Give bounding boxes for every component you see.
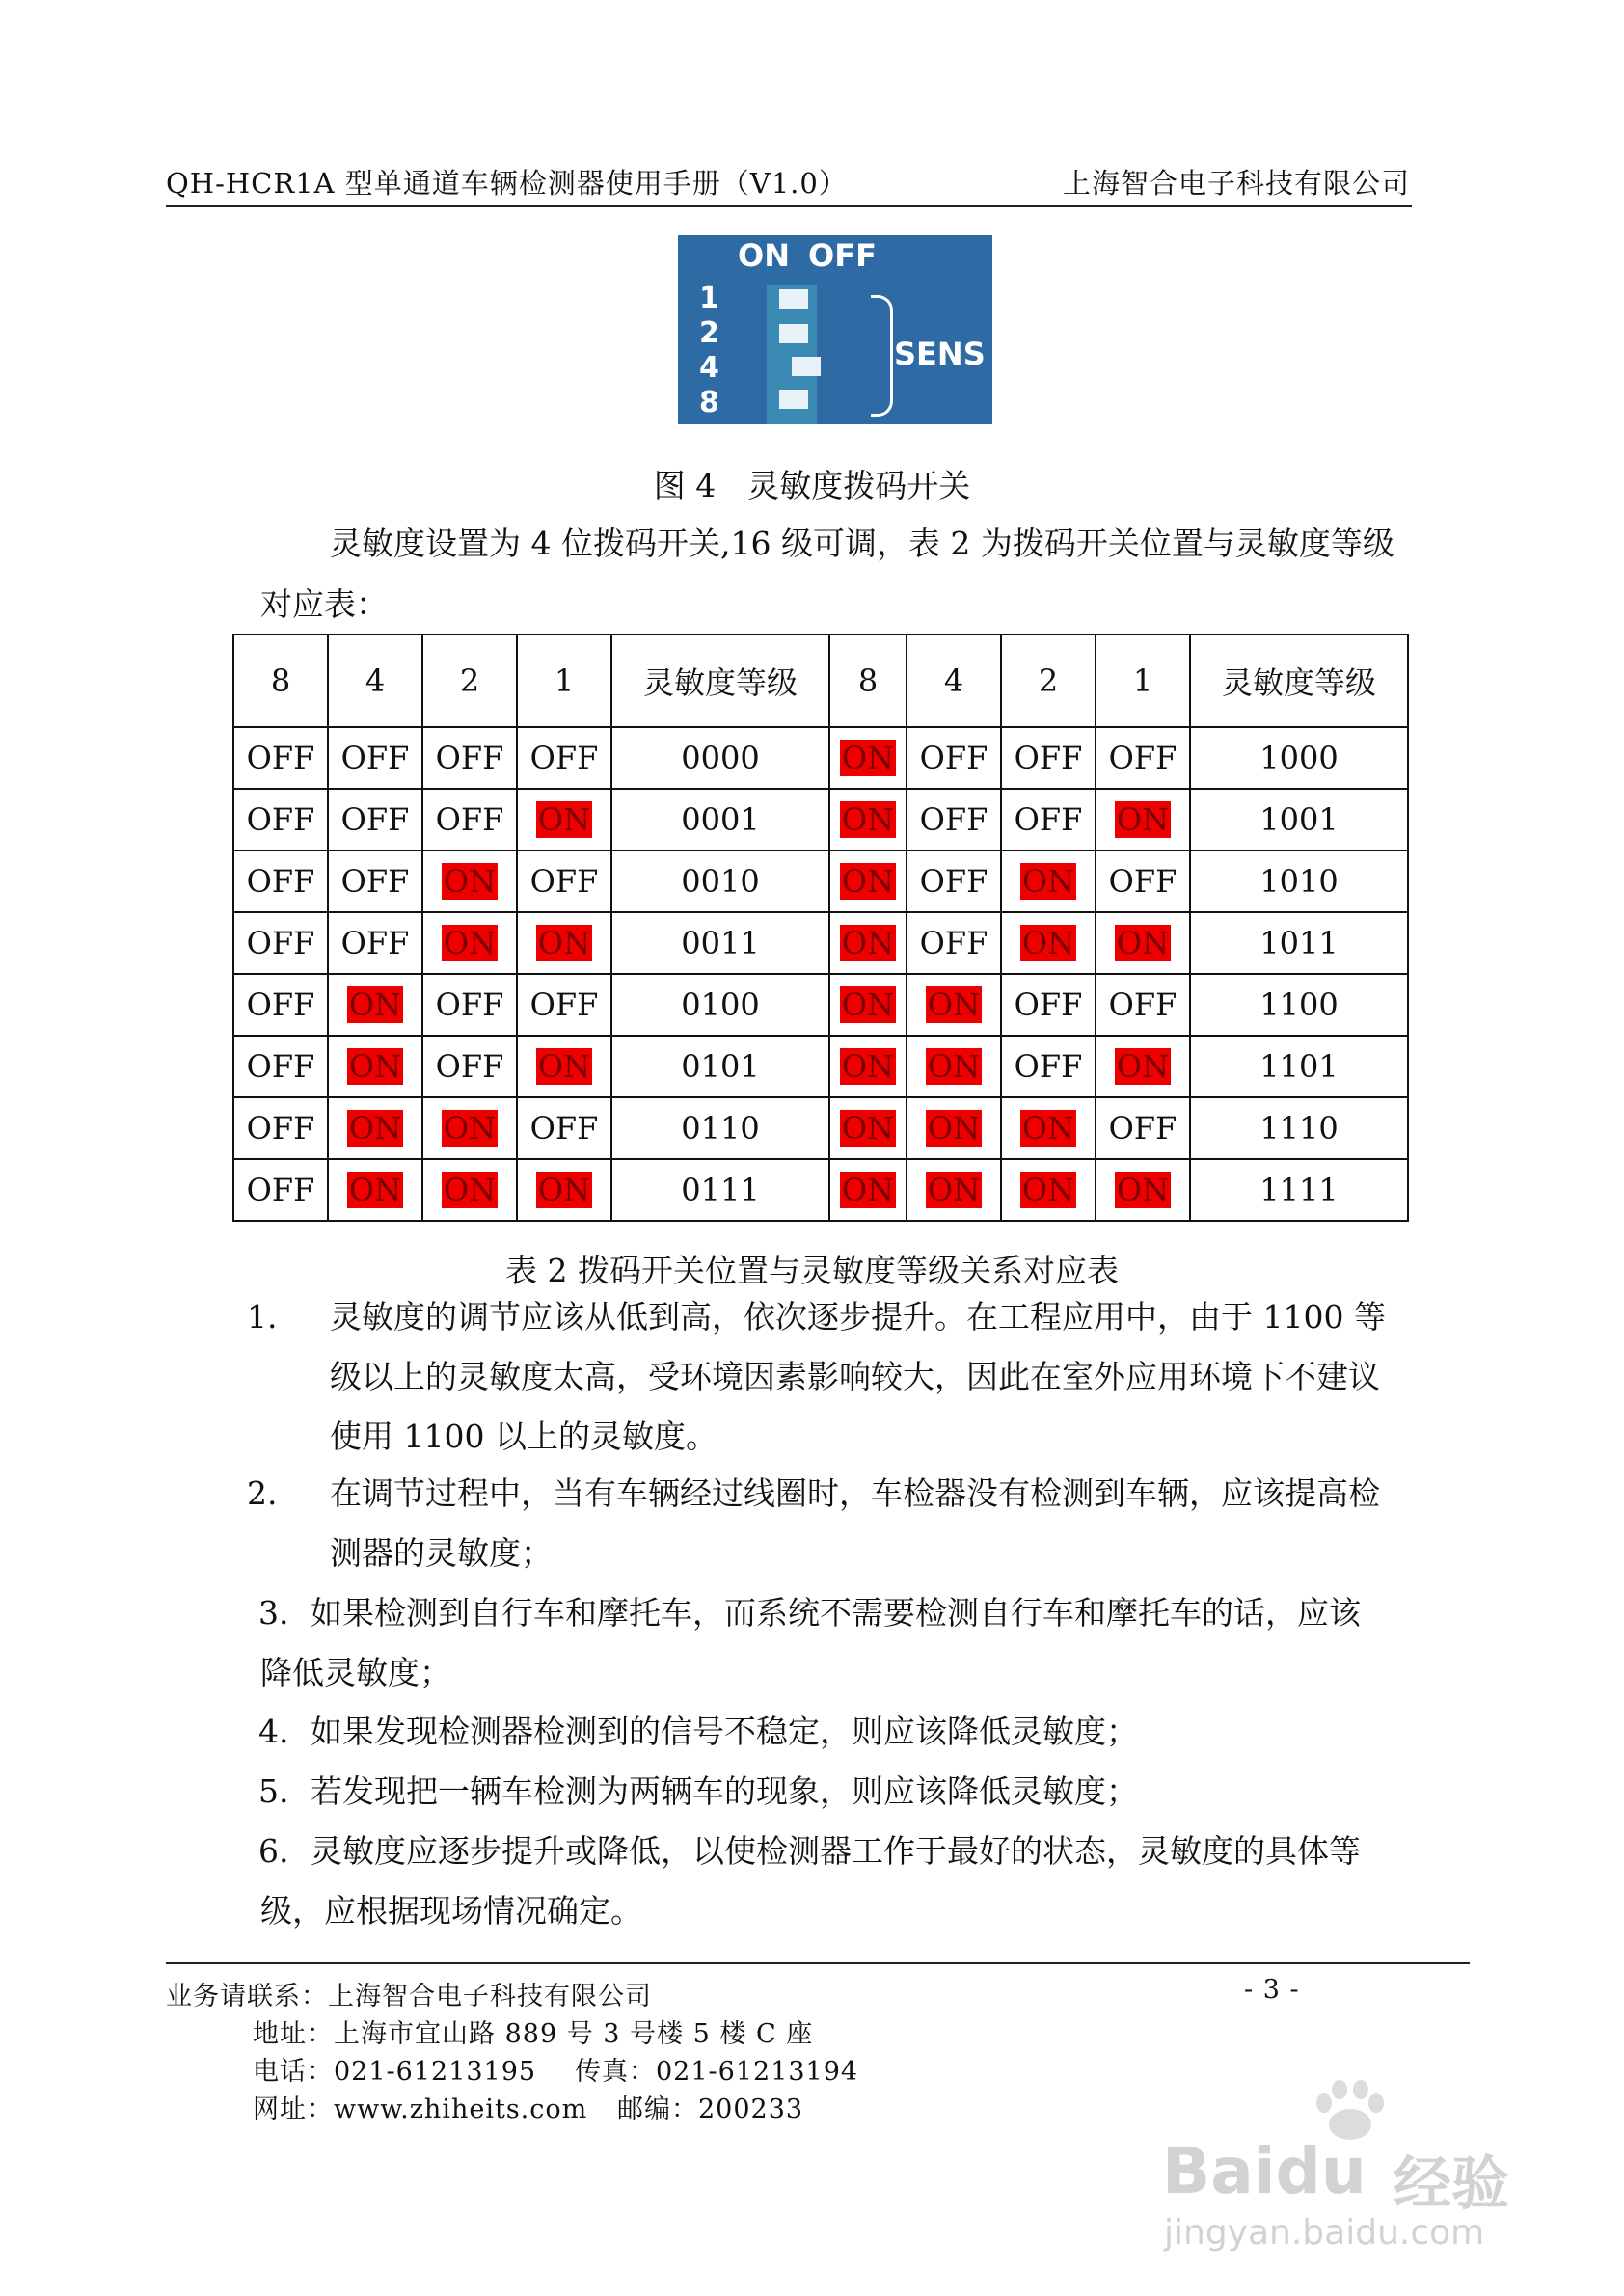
switch-on-value: ON [1021,863,1075,900]
switch-on-value: ON [537,801,591,838]
table-cell [422,912,517,974]
note-number: 6. [258,1832,289,1870]
table-cell: OFF [907,727,1001,789]
table-cell: OFF [517,974,611,1036]
table-row [233,974,1408,1036]
switch-on-value: ON [443,925,497,961]
table-cell [422,1159,517,1221]
table-cell [1096,1036,1190,1097]
table-cell [422,1097,517,1159]
table-cell [829,1159,907,1221]
switch-lever [779,390,808,409]
switch-on-value: ON [841,863,895,900]
switch-position-label: 8 [699,386,719,419]
switch-on-value: ON [1021,1172,1075,1208]
note-line: 在调节过程中，当有车辆经过线圈时，车检器没有检测到车辆，应该提高检 [330,1474,1380,1512]
table-cell: OFF [233,1097,328,1159]
table-cell [829,789,907,851]
table-row [233,1036,1408,1097]
switch-on-value: ON [841,1048,895,1085]
table-cell [1001,1097,1096,1159]
table-cell [328,1159,422,1221]
table-cell: 0010 [611,851,829,912]
table-cell [422,851,517,912]
table-header-cell: 灵敏度等级 [611,635,829,727]
switch-on-value: ON [537,1048,591,1085]
switch-on-value: ON [443,863,497,900]
table-cell: 0100 [611,974,829,1036]
note-line: 如果检测到自行车和摩托车，而系统不需要检测自行车和摩托车的话，应该 [311,1594,1361,1632]
table-cell: OFF [1001,974,1096,1036]
table-cell: OFF [1096,974,1190,1036]
switch-on-label: ON [738,237,790,274]
table-cell: 1101 [1190,1036,1408,1097]
table-cell [517,789,611,851]
table-cell: OFF [422,727,517,789]
table-cell: OFF [907,789,1001,851]
note-line: 级，应根据现场情况确定。 [260,1892,642,1930]
table-cell: OFF [233,1159,328,1221]
switch-on-value: ON [1116,801,1170,838]
switch-on-value: ON [841,740,895,776]
table-header-row [233,635,1408,727]
switch-on-value: ON [443,1172,497,1208]
table-cell: 0001 [611,789,829,851]
table-cell [328,1036,422,1097]
watermark-cn: 经验 [1394,2150,1509,2218]
switch-on-value: ON [927,986,981,1023]
switch-position-label: 2 [699,316,719,350]
note-line: 若发现把一辆车检测为两辆车的现象，则应该降低灵敏度； [311,1772,1138,1810]
footer-postcode: 邮编：200233 [617,2094,804,2124]
table-cell: OFF [233,912,328,974]
table-cell: 1000 [1190,727,1408,789]
table-cell [1001,851,1096,912]
table-cell: OFF [1096,851,1190,912]
footer-fax: 传真：021-61213194 [575,2057,859,2087]
table-cell: OFF [328,727,422,789]
table-cell [1001,912,1096,974]
table-cell: OFF [422,974,517,1036]
table-cell: 1010 [1190,851,1408,912]
switch-on-value: ON [348,1048,402,1085]
watermark-brand: Baidu [1162,2134,1367,2208]
table-row [233,851,1408,912]
table-cell: 1001 [1190,789,1408,851]
note-line: 降低灵敏度； [260,1654,451,1691]
table-cell [517,1159,611,1221]
table-cell: 1110 [1190,1097,1408,1159]
table-cell: OFF [233,789,328,851]
switch-on-value: ON [841,986,895,1023]
switch-on-value: ON [1116,1172,1170,1208]
footer-rule [166,1962,1470,1964]
table-cell: OFF [328,851,422,912]
table-cell [1096,1159,1190,1221]
table-cell: 0000 [611,727,829,789]
note-number: 3. [258,1594,289,1632]
table-cell: OFF [1001,1036,1096,1097]
footer-address: 地址：上海市宜山路 889 号 3 号楼 5 楼 C 座 [253,2019,814,2049]
table-cell [907,1036,1001,1097]
note-line: 如果发现检测器检测到的信号不稳定，则应该降低灵敏度； [311,1713,1138,1750]
switch-on-value: ON [841,1110,895,1147]
sens-brace [871,295,893,417]
table-cell: OFF [907,851,1001,912]
table-cell: OFF [422,1036,517,1097]
table-cell: OFF [233,727,328,789]
note-number: 1. [247,1298,278,1336]
note-line: 级以上的灵敏度太高，受环境因素影响较大，因此在室外应用环境下不建议 [330,1358,1380,1395]
table-header-cell: 8 [233,635,328,727]
table-cell [829,974,907,1036]
switch-on-value: ON [1021,1110,1075,1147]
page-number: - 3 - [1244,1975,1300,2005]
table-cell [907,1097,1001,1159]
table-cell: 0111 [611,1159,829,1221]
table-cell: OFF [328,912,422,974]
table-cell [829,851,907,912]
switch-on-value: ON [841,1172,895,1208]
table-cell: OFF [328,789,422,851]
table-row [233,789,1408,851]
table-header-cell: 1 [1096,635,1190,727]
table-header-cell: 1 [517,635,611,727]
switch-lever [779,324,808,343]
table-cell: OFF [233,974,328,1036]
table-cell: 0101 [611,1036,829,1097]
table-row [233,727,1408,789]
table-cell [1096,789,1190,851]
switch-on-value: ON [443,1110,497,1147]
table-cell: OFF [233,851,328,912]
note-number: 5. [258,1772,289,1810]
table-header-cell: 4 [907,635,1001,727]
table-cell [517,912,611,974]
table-caption: 表 2 拨码开关位置与灵敏度等级关系对应表 [505,1252,1119,1289]
table-cell [328,1097,422,1159]
note-line: 使用 1100 以上的灵敏度。 [330,1418,717,1455]
switch-on-value: ON [348,986,402,1023]
table-header-cell: 8 [829,635,907,727]
baidu-watermark [1162,2078,1567,2261]
table-cell: OFF [517,1097,611,1159]
note-line: 灵敏度的调节应该从低到高，依次逐步提升。在工程应用中，由于 1100 等 [330,1298,1386,1336]
switch-on-value: ON [537,925,591,961]
table-cell [907,1159,1001,1221]
footer-phone: 电话：021-61213195 [253,2057,537,2087]
header-title: QH-HCR1A 型单通道车辆检测器使用手册（V1.0） [166,167,848,200]
switch-on-value: ON [927,1048,981,1085]
table-cell: 1111 [1190,1159,1408,1221]
table-cell: 1100 [1190,974,1408,1036]
sens-label: SENS [894,336,986,372]
note-number: 4. [258,1713,289,1750]
table-row [233,912,1408,974]
switch-on-value: ON [927,1172,981,1208]
table-cell [829,1097,907,1159]
table-cell: OFF [517,727,611,789]
table-cell [829,1036,907,1097]
footer-website[interactable]: 网址：www.zhiheits.com [253,2094,588,2124]
table-header-cell: 灵敏度等级 [1190,635,1408,727]
switch-on-value: ON [537,1172,591,1208]
header-company: 上海智合电子科技有限公司 [1062,167,1410,200]
table-cell: OFF [907,912,1001,974]
header-rule [166,205,1412,207]
switch-on-value: ON [1116,925,1170,961]
table-cell: OFF [1096,727,1190,789]
switch-on-value: ON [927,1110,981,1147]
switch-on-value: ON [348,1172,402,1208]
switch-lever [792,357,821,376]
watermark-url: jingyan.baidu.com [1164,2213,1485,2253]
table-row [233,1159,1408,1221]
footer-contact: 业务请联系：上海智合电子科技有限公司 [166,1982,652,2012]
table-cell [907,974,1001,1036]
table-cell: OFF [233,1036,328,1097]
switch-off-label: OFF [808,237,877,274]
table-cell [1001,1159,1096,1221]
intro-line-1: 灵敏度设置为 4 位拨码开关,16 级可调，表 2 为拨码开关位置与灵敏度等级 [330,525,1394,562]
table-cell [1096,912,1190,974]
table-header-cell: 4 [328,635,422,727]
figure-caption: 图 4 灵敏度拨码开关 [653,467,971,504]
table-cell: OFF [422,789,517,851]
table-cell: OFF [1001,727,1096,789]
table-cell: 0110 [611,1097,829,1159]
table-cell: OFF [1001,789,1096,851]
note-line: 测器的灵敏度； [330,1534,553,1572]
intro-line-2: 对应表： [260,585,388,623]
table-cell: 0011 [611,912,829,974]
table-cell: 1011 [1190,912,1408,974]
switch-on-value: ON [841,801,895,838]
dip-switch-photo [678,235,992,424]
note-number: 2. [247,1474,278,1512]
table-cell [829,727,907,789]
table-header-cell: 2 [422,635,517,727]
switch-on-value: ON [1021,925,1075,961]
table-cell [328,974,422,1036]
note-line: 灵敏度应逐步提升或降低，以使检测器工作于最好的状态，灵敏度的具体等 [311,1832,1361,1870]
table-cell: OFF [517,851,611,912]
switch-position-label: 1 [699,282,719,315]
switch-lever [779,289,808,309]
switch-on-value: ON [1116,1048,1170,1085]
table-cell: OFF [1096,1097,1190,1159]
switch-position-label: 4 [699,351,719,385]
table-header-cell: 2 [1001,635,1096,727]
switch-on-value: ON [841,925,895,961]
table-cell [829,912,907,974]
table-row [233,1097,1408,1159]
switch-on-value: ON [348,1110,402,1147]
sensitivity-table [232,634,1409,1222]
table-cell [517,1036,611,1097]
